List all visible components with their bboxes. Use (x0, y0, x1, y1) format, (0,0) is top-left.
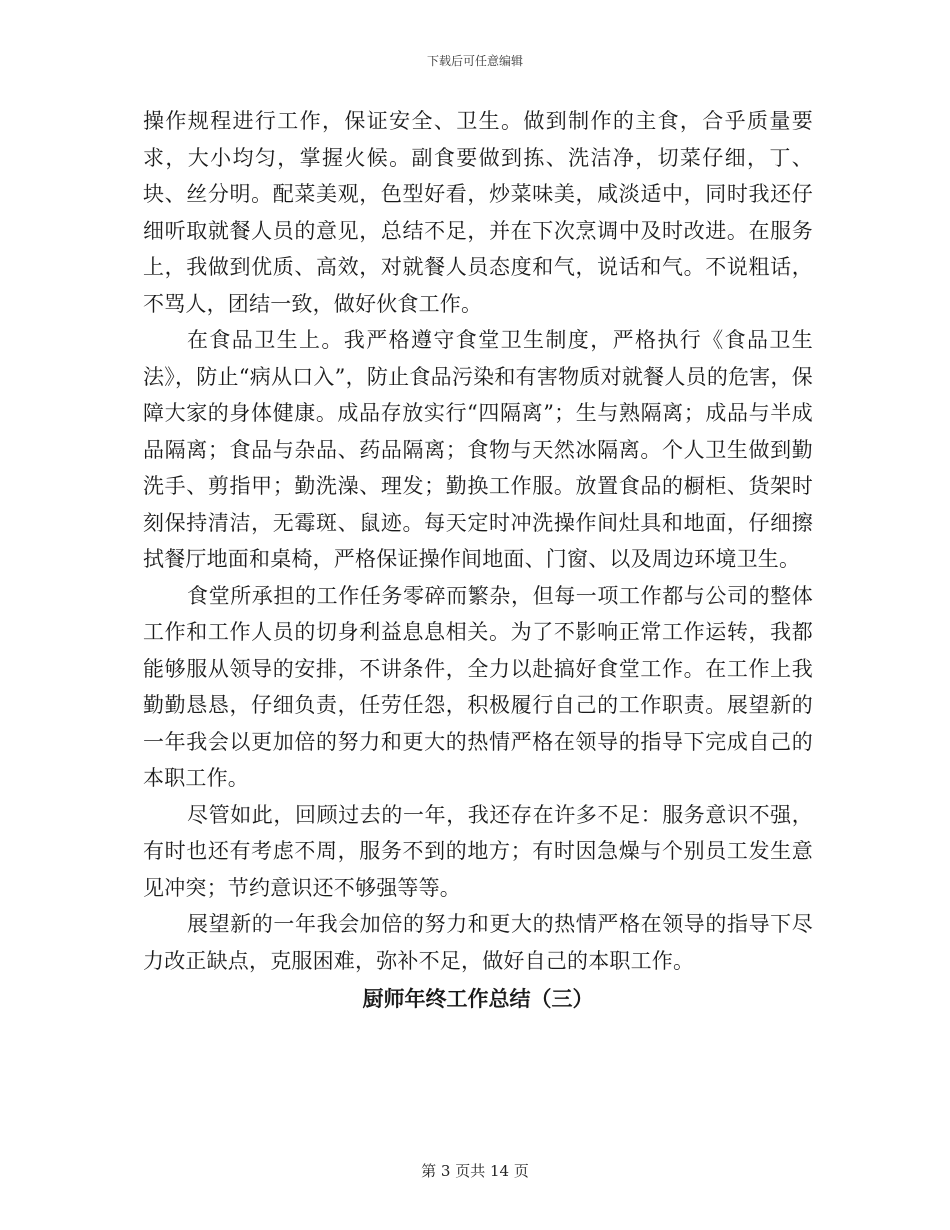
paragraph-food-hygiene: 在食品卫生上。我严格遵守食堂卫生制度，严格执行《食品卫生法》，防止“病从口入”，防止食品污染和有害物质对就餐人员的危害，保障大家的身体健康。成品存放实行“四隔离”；生与熟隔离；成品与半成品隔离；食品与杂品、药品隔离；食物与天然冰隔离。个人卫生做到勤洗手、剪指甲；勤洗澡、理发；勤换工作服。放置食品的橱柜、货架时刻保持清洁，无霉斑、鼠迹。每天定时冲洗操作间灶具和地面，仔细擦拭餐厅地面和桌椅，严格保证操作间地面、门窗、以及周边环境卫生。 (143, 328, 813, 571)
document-body (143, 103, 813, 1017)
paragraph-outlook: 展望新的一年我会加倍的努力和更大的热情严格在领导的指导下尽力改正缺点，克服困难，弥补不足，做好自己的本职工作。 (143, 912, 813, 973)
page-header: 下载后可任意编辑 (426, 54, 523, 68)
page-footer: 第 3 页共 14 页 (421, 1162, 529, 1180)
paragraph-canteen-work: 食堂所承担的工作任务零碎而繁杂，但每一项工作都与公司的整体工作和工作人员的切身利益息息相关。为了不影响正常工作运转，我都能够服从领导的安排，不讲条件，全力以赴搞好食堂工作。在工作上我勤勤恳恳，仔细负责，任劳任怨，积极履行自己的工作职责。展望新的一年我会以更加倍的努力和更大的热情严格在领导的指导下完成自己的本职工作。 (143, 583, 813, 790)
paragraph-continued: 操作规程进行工作，保证安全、卫生。做到制作的主食，合乎质量要求，大小均匀，掌握火候。副食要做到拣、洗洁净，切菜仔细，丁、块、丝分明。配菜美观，色型好看，炒菜味美，咸淡适中，同时我还仔细听取就餐人员的意见，总结不足，并在下次烹调中及时改进。在服务上，我做到优质、高效，对就餐人员态度和气，说话和气。不说粗话，不骂人，团结一致，做好伙食工作。 (143, 109, 813, 316)
paragraph-shortcomings: 尽管如此，回顾过去的一年，我还存在许多不足：服务意识不强，有时也还有考虑不周，服务不到的地方；有时因急燥与个别员工发生意见冲突；节约意识还不够强等等。 (143, 802, 813, 900)
section-title: 厨师年终工作总结（三） (362, 986, 594, 1011)
